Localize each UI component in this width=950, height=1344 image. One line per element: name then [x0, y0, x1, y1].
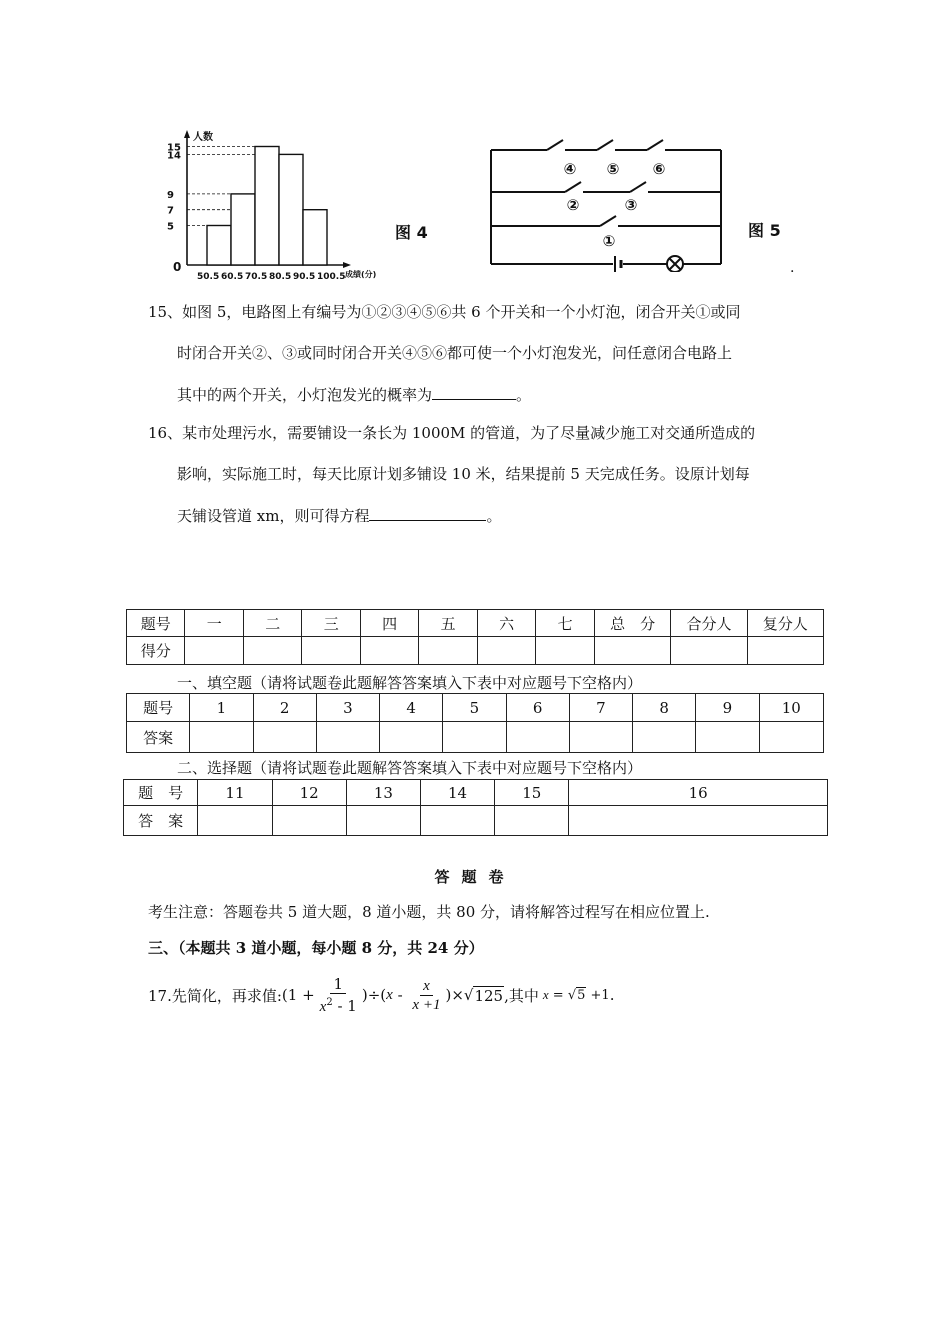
- x-axis-label: 成绩(分): [345, 270, 377, 279]
- switch-label-5: ⑤: [606, 160, 620, 178]
- q17-cond-rest: +1: [586, 987, 610, 1003]
- switch-5: [597, 140, 613, 150]
- score-header-cell: 三: [302, 610, 360, 637]
- q17-frac1-numerator: 1: [330, 975, 346, 994]
- fill-header-cell: 3: [316, 694, 379, 722]
- x-axis-arrow: [343, 262, 351, 268]
- bar: [279, 154, 303, 265]
- fill-answer-cell[interactable]: [506, 722, 569, 753]
- q17-var-x: x: [319, 998, 327, 1015]
- fill-section-note: 一、填空题（请将试题卷此题解答答案填入下表中对应题号下空格内）: [177, 674, 643, 692]
- score-cell[interactable]: [302, 637, 360, 665]
- y-tick-label: 15: [167, 142, 181, 154]
- answer-sheet-notice: 考生注意：答题卷共 5 道大题，8 道小题，共 80 分，请将解答过程写在相应位置上.: [148, 903, 710, 921]
- x-tick-label: 80.5: [269, 272, 292, 282]
- choice-header-cell: 16: [569, 780, 828, 806]
- choice-row-label: 答 案: [124, 806, 198, 836]
- answer-sheet-title: 答题卷: [434, 868, 516, 886]
- q17-frac1-denominator: [317, 994, 360, 1016]
- x-tick-label: 100.5: [317, 272, 346, 282]
- y-tick-label: 14: [167, 150, 181, 162]
- q17-var-x2: x: [386, 986, 393, 1003]
- circuit-diagram-figure5: [485, 132, 730, 272]
- q15-line1: 15、如图 5，电路图上有编号为①②③④⑤⑥共 6 个开关和一个小灯泡，闭合开关①或同: [148, 303, 741, 321]
- q16-line1: 16、某市处理污水，需要铺设一条长为 1000M 的管道，为了尽量减少施工对交通所造成的: [148, 424, 756, 442]
- score-header-cell: 一: [185, 610, 243, 637]
- q15-line3-end: 。: [516, 386, 532, 404]
- fill-answer-cell[interactable]: [443, 722, 506, 753]
- x-tick-label: 50.5: [197, 272, 220, 282]
- q17-paren1-close: ): [361, 986, 368, 1004]
- choice-table-header-row: [124, 780, 828, 806]
- q15-line3: [177, 384, 531, 405]
- q17-expression: [148, 970, 614, 1020]
- q17-cond-radicand: 5: [577, 988, 586, 1003]
- choice-header-cell: 13: [346, 780, 420, 806]
- fill-answer-cell[interactable]: [316, 722, 379, 753]
- score-header-cell: 四: [360, 610, 418, 637]
- q16-line2: 影响，实际施工时，每天比原计划多铺设 10 米，结果提前 5 天完成任务。设原计划每: [177, 465, 750, 483]
- fill-header-cell: 9: [696, 694, 759, 722]
- fill-answer-cell[interactable]: [569, 722, 632, 753]
- q17-paren1-open: (1 +: [281, 986, 315, 1004]
- q17-prefix: 17.先简化，再求值:: [148, 986, 282, 1005]
- choice-header-cell: 11: [198, 780, 272, 806]
- bar: [303, 210, 327, 265]
- fill-header-cell: 6: [506, 694, 569, 722]
- switch-2: [565, 182, 581, 192]
- choice-header-cell: 14: [420, 780, 494, 806]
- score-cell[interactable]: [747, 637, 823, 665]
- bar: [231, 194, 255, 265]
- choice-answer-cell[interactable]: [272, 806, 346, 836]
- score-cell[interactable]: [536, 637, 594, 665]
- choice-answer-cell[interactable]: [569, 806, 828, 836]
- q17-cond-radical: √: [567, 987, 577, 1003]
- choice-section-note: 二、选择题（请将试题卷此题解答答案填入下表中对应题号下空格内）: [177, 759, 643, 777]
- choice-answer-cell[interactable]: [346, 806, 420, 836]
- score-header-cell: 二: [243, 610, 301, 637]
- fill-row-label: 答案: [127, 722, 190, 753]
- q17-frac2-denominator: x +1: [412, 996, 441, 1013]
- fill-header-cell: 2: [253, 694, 316, 722]
- score-header-cell: 五: [419, 610, 477, 637]
- y-axis-label: 人数: [193, 132, 213, 143]
- switch-3: [630, 182, 646, 192]
- score-row-label: 得分: [127, 637, 185, 665]
- bar: [255, 147, 279, 266]
- q17-radical-sign: √: [463, 986, 474, 1004]
- q17-paren2-close: ): [445, 986, 452, 1004]
- score-cell[interactable]: [594, 637, 670, 665]
- fill-header-cell: 1: [190, 694, 253, 722]
- fill-answer-table: [126, 693, 824, 753]
- fill-header-cell: 7: [569, 694, 632, 722]
- y-axis-arrow: [184, 130, 190, 138]
- q16-answer-blank[interactable]: [369, 505, 486, 521]
- score-header-cell: 六: [477, 610, 535, 637]
- q15-line2: 时闭合开关②、③或同时闭合开关④⑤⑥都可使一个小灯泡发光，问任意闭合电路上: [177, 344, 733, 362]
- switch-4: [547, 140, 563, 150]
- score-table-header-row: [127, 610, 824, 637]
- histogram-plot: [167, 130, 376, 282]
- fill-header-cell: 4: [380, 694, 443, 722]
- q15-answer-blank[interactable]: [432, 384, 516, 400]
- score-table: [126, 609, 824, 665]
- q17-cond-eq: =: [548, 987, 568, 1003]
- q17-where: ,其中: [504, 986, 539, 1005]
- switch-6: [647, 140, 663, 150]
- fill-table-header-row: [127, 694, 824, 722]
- switch-label-1: ①: [602, 232, 616, 250]
- score-cell[interactable]: [360, 637, 418, 665]
- q15-line3-text: 其中的两个开关，小灯泡发光的概率为: [177, 386, 433, 404]
- section3-heading: 三、（本题共 3 道小题，每小题 8 分，共 24 分）: [148, 939, 484, 957]
- q17-cond-var: x: [542, 987, 549, 1002]
- choice-answer-cell[interactable]: [198, 806, 272, 836]
- origin-label: 0: [173, 260, 182, 274]
- figure4-label: 图 4: [395, 223, 428, 242]
- q17-frac1-den-rest: - 1: [332, 996, 357, 1015]
- fill-answer-cell[interactable]: [759, 722, 823, 753]
- q17-fraction-1: [317, 975, 360, 1016]
- fill-answer-cell[interactable]: [633, 722, 696, 753]
- fill-header-cell: 题号: [127, 694, 190, 722]
- switch-label-3: ③: [624, 196, 638, 214]
- fill-answer-cell[interactable]: [696, 722, 759, 753]
- stray-dot: .: [790, 260, 795, 276]
- x-tick-label: 90.5: [293, 272, 316, 282]
- choice-header-cell: 12: [272, 780, 346, 806]
- score-header-cell: 合分人: [671, 610, 747, 637]
- y-tick-label: 7: [167, 205, 174, 217]
- choice-answer-cell[interactable]: [495, 806, 569, 836]
- switch-label-2: ②: [566, 196, 580, 214]
- score-cell[interactable]: [671, 637, 747, 665]
- q17-fraction-2: [409, 977, 443, 1014]
- choice-answer-table: [123, 779, 828, 836]
- fill-header-cell: 5: [443, 694, 506, 722]
- q17-period: .: [609, 986, 615, 1004]
- score-cell[interactable]: [419, 637, 477, 665]
- score-cell[interactable]: [243, 637, 301, 665]
- choice-table-row: [124, 806, 828, 836]
- bar: [207, 226, 231, 266]
- fill-answer-cell[interactable]: [190, 722, 253, 753]
- choice-header-cell: 题 号: [124, 780, 198, 806]
- q16-line3-text: 天铺设管道 xm，则可得方程: [177, 507, 370, 525]
- score-header-cell: 复分人: [747, 610, 823, 637]
- score-cell[interactable]: [477, 637, 535, 665]
- switch-1: [600, 216, 616, 226]
- q17-minus: -: [392, 986, 408, 1004]
- fill-header-cell: 10: [759, 694, 823, 722]
- fill-header-cell: 8: [633, 694, 696, 722]
- q17-divide: ÷(: [367, 986, 387, 1004]
- y-tick-label: 5: [167, 221, 174, 233]
- q17-times: ×: [451, 986, 464, 1004]
- x-tick-label: 70.5: [245, 272, 268, 282]
- score-cell[interactable]: [185, 637, 243, 665]
- q17-exponent: 2: [326, 996, 333, 1008]
- y-tick-label: 9: [167, 189, 174, 201]
- score-header-cell: 七: [536, 610, 594, 637]
- score-table-row: [127, 637, 824, 665]
- fill-table-row: [127, 722, 824, 753]
- switch-label-4: ④: [563, 160, 577, 178]
- q16-line3: [177, 505, 501, 526]
- q17-radicand: 125: [474, 986, 504, 1005]
- q17-frac2-numerator: x: [420, 977, 433, 996]
- fill-answer-cell[interactable]: [380, 722, 443, 753]
- choice-header-cell: 15: [495, 780, 569, 806]
- q16-line3-end: 。: [486, 507, 502, 525]
- fill-answer-cell[interactable]: [253, 722, 316, 753]
- histogram-figure4: [165, 128, 395, 288]
- switch-label-6: ⑥: [652, 160, 666, 178]
- figure5-label: 图 5: [748, 221, 781, 240]
- score-header-cell: 题号: [127, 610, 185, 637]
- choice-answer-cell[interactable]: [420, 806, 494, 836]
- x-tick-label: 60.5: [221, 272, 244, 282]
- score-header-cell: 总 分: [594, 610, 670, 637]
